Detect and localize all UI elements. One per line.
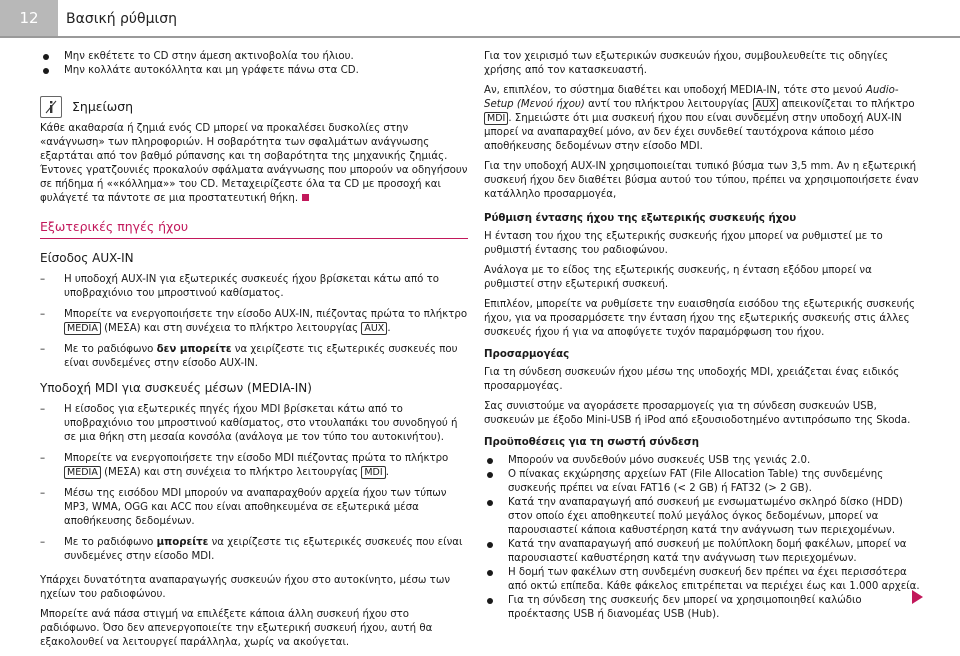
list-item: Μην εκθέτετε το CD στην άμεση ακτινοβολία του ήλιου. (40, 50, 468, 64)
next-page-arrow-icon (912, 590, 923, 604)
list-item: – Μέσω της εισόδου MDI μπορούν να αναπαραχθούν αρχεία ήχου των τύπων MP3, WMA, OGG και ACC που είναι αποθηκευμένα σε εξωτερικά μέσα αποθήκευσης δεδομένων. (40, 487, 468, 529)
note-body: Κάθε ακαθαρσία ή ζημιά ενός CD μπορεί να προκαλέσει δυσκολίες στην «ανάγνωση» των πληροφοριών. Η σοβαρότητα των σφαλμάτων ανάγνωσης εξαρτάται από τον βαθμό ρύπανσης και τη σοβαρότητα της μηχανικής ζημιάς. Έντονες γρατζουνιές προκαλούν σφάλματα ανάγνωσης που μπορούν να οδηγήσουν σε πήδημα ή ««κόλλημα»» του CD. Μεταχειρίζεστε όλα τα CD με προσοχή και φυλάγετέ τα πάντοτε σε μια προστατευτική θήκη. (40, 123, 468, 204)
list-item: Μπορούν να συνδεθούν μόνο συσκευές USB της γενιάς 2.0. (484, 454, 920, 468)
volume-title: Ρύθμιση έντασης ήχου της εξωτερικής συσκευής ήχου (484, 213, 797, 224)
list-item: Για τη σύνδεση της συσκευής δεν μπορεί να χρησιμοποιηθεί καλώδιο προέκτασης USB ή διανομέας USB (Hub). (484, 594, 920, 622)
list-item: Ο πίνακας εκχώρησης αρχείων FAT (File Allocation Table) της συνδεμένης συσκευής πρέπει να είναι FAT16 (< 2 GB) ή FAT32 (> 2 GB). (484, 468, 920, 496)
paragraph: Για την υποδοχή AUX-IN χρησιμοποιείται τυπικό βύσμα των 3,5 mm. Αν η εξωτερική συσκευή ήχου δεν διαθέτει βύσμα αυτού του τύπου, πρέπει να χρησιμοποιήσετε έναν κατάλληλο προσαρμογέα, (484, 161, 919, 200)
left-column (40, 50, 468, 656)
page-title: Βασική ρύθμιση (66, 11, 177, 27)
paragraph: Ανάλογα με το είδος της εξωτερικής συσκευής, η ένταση εξόδου μπορεί να ρυθμιστεί στην εξωτερική συσκευή. (484, 265, 872, 290)
paragraph: Μπορείτε ανά πάσα στιγμή να επιλέξετε κάποια άλλη συσκευή ήχου στο ραδιόφωνο. Όσο δεν απενεργοποιείτε την εξωτερική συσκευή ήχου, αυτή θα εξακολουθεί να λειτουργεί παράλληλα, χωρίς να ακούγεται. (40, 609, 433, 648)
list-item: Η δομή των φακέλων στη συνδεμένη συσκευή δεν πρέπει να έχει περισσότερα από οκτώ επίπεδα. Κάθε φάκελος επιτρέπεται να περιέχει έως και 1.000 αρχεία. (484, 566, 920, 594)
note-icon (40, 96, 62, 118)
list-item: – Η είσοδος για εξωτερικές πηγές ήχου MDI βρίσκεται κάτω από το υποβραχιόνιο του μπροστινού καθίσματος, στο ντουλαπάκι του συνοδηγού ή σε μια θήκη στη μεσαία κονσόλα (ανάλογα με τον τύπο του αυτοκινήτου). (40, 403, 468, 445)
list-item: Κατά την αναπαραγωγή από συσκευή με ενσωματωμένο σκληρό δίσκο (HDD) στον οποίο έχει αποθηκευτεί πολύ μεγάλος όγκος δεδομένων, μπορεί να παρουσιαστεί κάποια καθυστέρηση κατά την ανάγνωση των περιεχομένων. (484, 496, 920, 538)
page-number: 12 (0, 0, 58, 36)
list-item: – Η υποδοχή AUX-IN για εξωτερικές συσκευές ήχου βρίσκεται κάτω από το υποβραχιόνιο του μπροστινού καθίσματος. (40, 273, 468, 301)
section-title: Εξωτερικές πηγές ήχου (40, 220, 468, 239)
list-item: – Μπορείτε να ενεργοποιήσετε την είσοδο MDI πιέζοντας πρώτα το πλήκτρο MEDIA (ΜΕΣΑ) και στη συνέχεια το πλήκτρο λειτουργίας MDI . (40, 452, 468, 480)
aux-key-label: AUX (361, 322, 387, 335)
adapter-title: Προσαρμογέας (484, 349, 570, 360)
list-item: Μην κολλάτε αυτοκόλλητα και μη γράφετε πάνω στα CD. (40, 64, 468, 78)
note-text (40, 122, 468, 206)
mdi-title: Υποδοχή MDI για συσκευές μέσων (MEDIA-IN) (40, 381, 312, 395)
media-key-label: MEDIA (64, 466, 101, 479)
media-key-label: MEDIA (64, 322, 101, 335)
paragraph: Για τη σύνδεση συσκευών ήχου μέσω της υποδοχής MDI, χρειάζεται ένας ειδικός προσαρμογέας. (484, 367, 900, 392)
mdi-key-label: MDI (484, 112, 508, 125)
mdi-key-label: MDI (361, 466, 385, 479)
end-of-section-icon (302, 194, 309, 201)
note-header (40, 96, 468, 118)
paragraph: Η ένταση του ήχου της εξωτερικής συσκευής ήχου μπορεί να ρυθμιστεί με το ρυθμιστή έντασης του ραδιοφώνου. (484, 231, 883, 256)
paragraph: Σας συνιστούμε να αγοράσετε προσαρμογείς για τη σύνδεση συσκευών USB, συσκευών με έξοδο Mini-USB ή iPod από εξουσιοδοτημένο αντιπρόσωπο της Skoda. (484, 401, 911, 426)
note-title: Σημείωση (72, 99, 134, 114)
aux-key-label: AUX (753, 98, 779, 111)
aux-title: Είσοδος AUX-IN (40, 251, 134, 265)
header-divider (0, 36, 960, 38)
paragraph: Υπάρχει δυνατότητα αναπαραγωγής συσκευών ήχου στο αυτοκίνητο, μέσω των ηχείων του ραδιοφώνου. (40, 575, 451, 600)
requirements-title: Προϋποθέσεις για τη σωστή σύνδεση (484, 437, 699, 448)
paragraph: Αν, επιπλέον, το σύστημα διαθέτει και υποδοχή MEDIA-IN, τότε στο μενού Audio-Setup (Μενού ήχου) αντί του πλήκτρου λειτουργίας AUX απεικονίζεται το πλήκτρο MDI . Σημειώστε ότι μια συσκευή ήχου που είναι συνδεμένη στην υποδοχή AUX-IN μπορεί να αναπαραχθεί μόνο, αν δεν έχει συνδεθεί ταυτόχρονα κάποιο μέσο αποθήκευσης δεδομένων στην είσοδο MDI. (484, 85, 915, 152)
paragraph: Επιπλέον, μπορείτε να ρυθμίσετε την ευαισθησία εισόδου της εξωτερικής συσκευής ήχου, για να προσαρμόσετε την ένταση ήχου της εξωτερικής συσκευής στις άλλες συσκευές ήχου ή για να αποφύγετε τυχόν παραμόρφωση του ήχου. (484, 299, 915, 338)
right-column (484, 50, 920, 622)
list-item: – Μπορείτε να ενεργοποιήσετε την είσοδο AUX-IN, πιέζοντας πρώτα το πλήκτρο MEDIA (ΜΕΣΑ) και στη συνέχεια το πλήκτρο λειτουργίας AUX . (40, 308, 468, 336)
list-item: – Με το ραδιόφωνο δεν μπορείτε να χειρίζεστε τις εξωτερικές συσκευές που είναι συνδεμένες στην είσοδο AUX-IN. (40, 343, 468, 371)
list-item: – Με το ραδιόφωνο μπορείτε να χειρίζεστε τις εξωτερικές συσκευές που είναι συνδεμένες στην είσοδο MDI. (40, 536, 468, 564)
paragraph: Για τον χειρισμό των εξωτερικών συσκευών ήχου, συμβουλευθείτε τις οδηγίες χρήσης από τον κατασκευαστή. (484, 51, 889, 76)
list-item: Κατά την αναπαραγωγή από συσκευή με πολύπλοκη δομή φακέλων, μπορεί να παρουσιαστεί καθυστέρηση κατά την ανάγνωση των περιεχομένων. (484, 538, 920, 566)
